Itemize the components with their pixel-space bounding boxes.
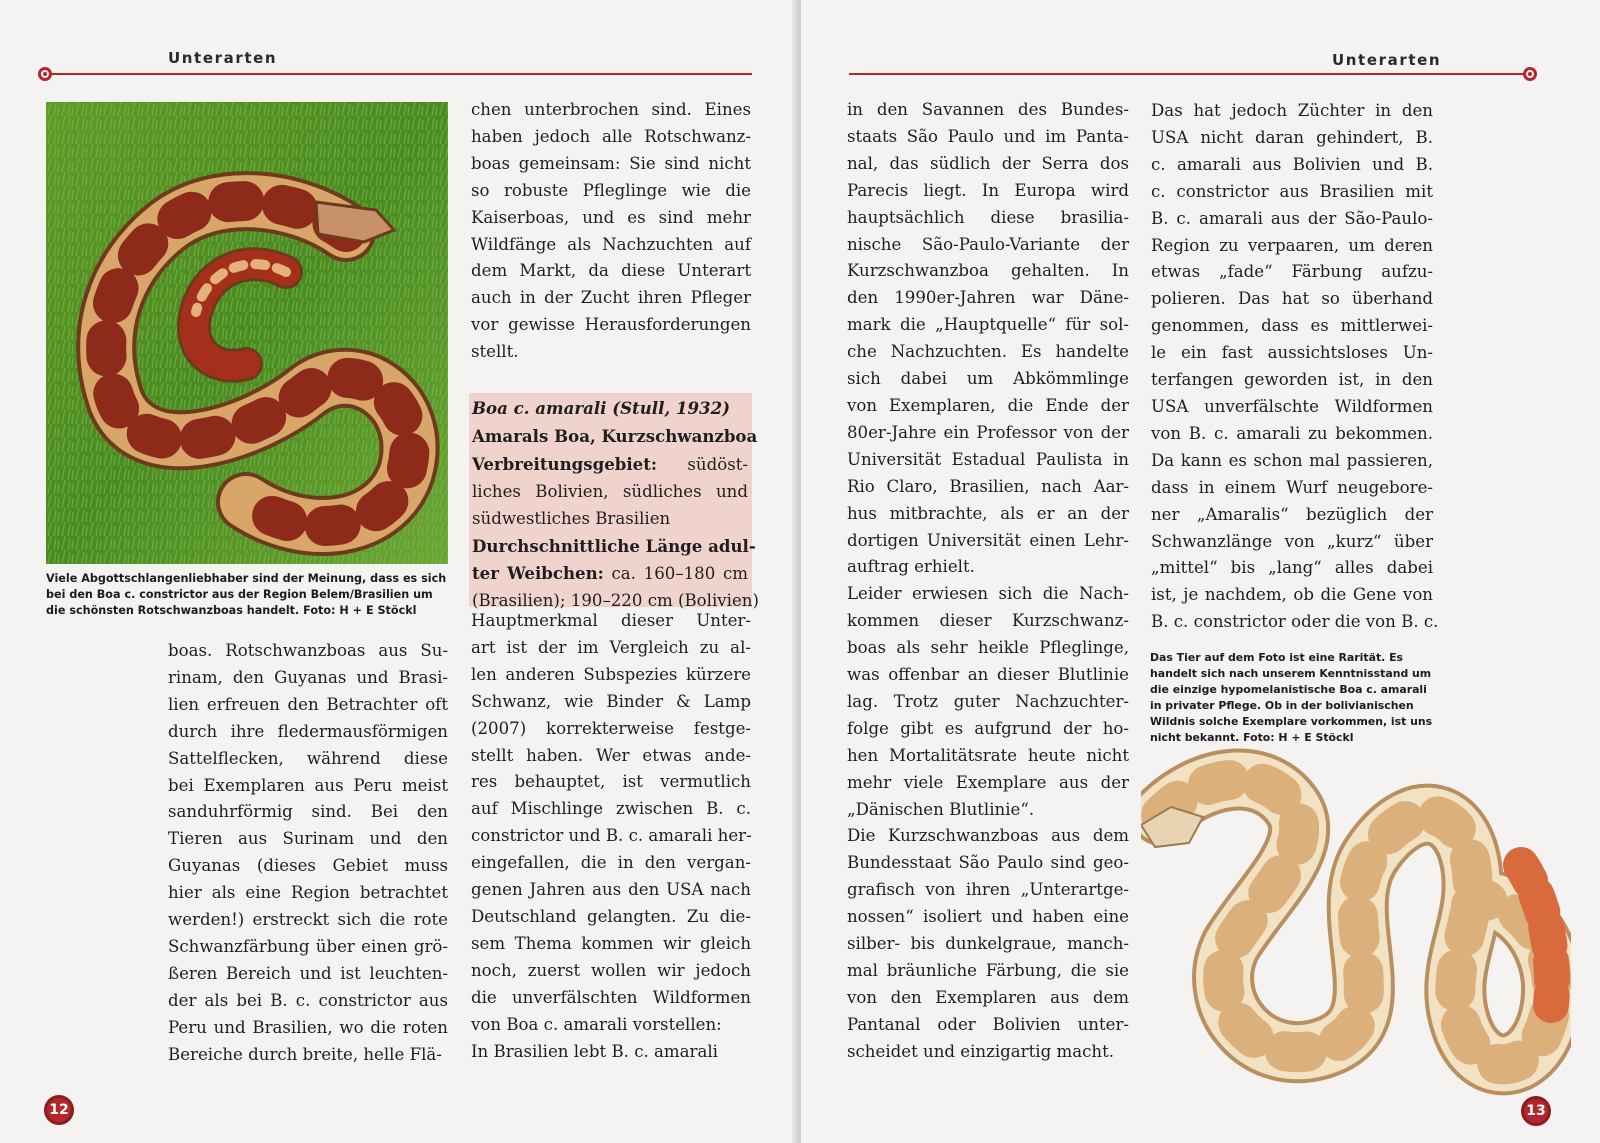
text-line: Pantanal oder Bolivien unter-	[847, 1014, 1129, 1034]
text-line: Leider erwiesen sich die Nach-	[847, 584, 1129, 604]
text-line: Kaiserboas, und es sind mehr	[471, 207, 751, 227]
right-column-2	[1151, 98, 1439, 636]
species-name: Boa c. amarali (Stull, 1932)	[472, 398, 730, 418]
species-info-text	[472, 395, 759, 615]
text-line: sem Thema kommen wir gleich	[471, 933, 751, 953]
text-line: noch, zuerst wollen wir jedoch	[471, 960, 751, 980]
length-value-line-2: (Brasilien); 190–220 cm (Bolivien)	[472, 591, 759, 611]
text-line: Die Kurzschwanzboas aus dem	[847, 826, 1129, 846]
text-line: c. constrictor aus Brasilien mit	[1151, 181, 1433, 201]
left-column-2-bottom	[471, 608, 751, 1065]
text-line: USA nicht daran gehindert, B.	[1151, 127, 1433, 147]
text-line: terfangen geworden ist, in den	[1151, 370, 1433, 390]
text-line: vor gewisse Herausforderungen	[471, 315, 751, 335]
text-line: von den Exemplaren aus dem	[847, 987, 1129, 1007]
text-line: Da kann es schon mal passieren,	[1151, 450, 1433, 470]
text-line: durch ihre fledermausförmigen	[168, 721, 448, 741]
text-line: hus mitbrachte, als er an der	[847, 503, 1129, 523]
left-page	[0, 0, 797, 1143]
text-line: genommen, dass es mittlerwei-	[1151, 316, 1433, 336]
text-line: hen Mortalitätsrate heute nicht	[847, 745, 1129, 765]
text-line: boas. Rotschwanzboas aus Su-	[168, 641, 448, 660]
text-line: nal, das südlich der Serra dos	[847, 153, 1129, 173]
text-line: In Brasilien lebt B. c. amarali	[471, 1041, 718, 1061]
text-line: grafisch von ihren „Unterartge-	[847, 880, 1129, 900]
text-line: ner „Amaralis“ bezüglich der	[1151, 504, 1433, 524]
text-line: der als bei B. c. constrictor aus	[168, 990, 448, 1010]
text-line: silber- bis dunkelgraue, manch-	[847, 934, 1129, 954]
text-line: Schwanz, wie Binder & Lamp	[471, 691, 751, 711]
text-line: (2007) korrekterweise festge-	[471, 718, 751, 738]
right-running-header: Unterarten	[1332, 51, 1442, 69]
right-column-1	[847, 97, 1129, 1066]
text-line: lag. Trotz guter Nachzuchter-	[847, 691, 1129, 711]
text-line: von Boa c. amarali vorstellen:	[471, 1014, 722, 1034]
hypomelanistic-boa-photo	[1141, 745, 1571, 1125]
species-common-names	[472, 423, 758, 451]
text-line: den 1990er-Jahren war Däne-	[847, 288, 1129, 308]
text-line: Hauptmerkmal dieser Unter-	[471, 611, 751, 630]
text-line: lien erfreuen den Betrachter oft	[168, 694, 448, 714]
left-column-2-top	[471, 97, 751, 366]
text-line: polieren. Das hat so überhand	[1151, 289, 1433, 309]
text-line: so robuste Pfleglinge wie die	[471, 180, 751, 200]
text-line: auch in der Zucht ihren Pfleger	[471, 288, 751, 308]
length-value-1: ca. 160–180 cm	[611, 564, 748, 584]
text-line: len anderen Subspezies kürzere	[471, 664, 751, 684]
text-line: res behauptet, ist vermutlich	[471, 772, 751, 792]
text-line: 80er-Jahre ein Professor von der	[847, 422, 1129, 442]
text-line: stellt haben. Wer etwas ande-	[471, 745, 751, 765]
text-line: chen unterbrochen sind. Eines	[471, 100, 751, 119]
text-line: che Nachzuchten. Es handelte	[847, 342, 1129, 362]
text-line: boas als sehr heikle Pfleglinge,	[847, 638, 1129, 658]
text-line: B. c. constrictor oder die von B. c.	[1151, 612, 1439, 632]
text-line: in den Savannen des Bundes-	[847, 100, 1129, 119]
text-line: Tieren aus Surinam und den	[168, 829, 448, 849]
text-line: Region zu verpaaren, um deren	[1151, 235, 1433, 255]
text-line: stellt.	[471, 342, 519, 362]
common-names-text: Amarals Boa, Kurzschwanzboa	[472, 425, 758, 446]
text-line: auf Mischlinge zwischen B. c.	[471, 799, 751, 819]
left-column-1	[168, 638, 448, 1069]
text-line: Parecis liegt. In Europa wird	[847, 180, 1129, 200]
text-line: hauptsächlich diese brasilia-	[847, 207, 1129, 227]
range-line-3: südwestliches Brasilien	[472, 508, 671, 528]
text-line: auftrag erhielt.	[847, 557, 975, 577]
text-line: „Dänischen Blutlinie“.	[847, 799, 1035, 819]
text-line: Rio Claro, Brasilien, nach Aar-	[847, 476, 1129, 496]
text-line: dem Markt, da diese Unterart	[471, 261, 751, 281]
text-line: c. amarali aus Bolivien und B.	[1151, 154, 1433, 174]
text-line: von B. c. amarali zu bekommen.	[1151, 423, 1433, 443]
text-line: sich dabei um Abkömmlinge	[847, 369, 1129, 389]
text-line: etwas „fade“ Färbung aufzu-	[1151, 262, 1433, 282]
text-line: Schwanzfärbung über einen grö-	[168, 936, 448, 956]
left-photo-caption	[46, 571, 448, 618]
text-line: Universität Estadual Paulista in	[847, 449, 1129, 469]
range-label: Verbreitungsgebiet:	[472, 453, 658, 474]
text-line: werden!) erstreckt sich die rote	[168, 910, 448, 930]
text-line: Deutschland gelangten. Zu die-	[471, 906, 751, 926]
text-line: Sattelflecken, während diese	[168, 748, 448, 768]
text-line: bei Exemplaren aus Peru meist	[168, 775, 448, 795]
text-line: was offenbar an dieser Blutlinie	[847, 665, 1129, 685]
page-number-right: 13	[1521, 1096, 1551, 1126]
text-line: nossen“ isoliert und haben eine	[847, 907, 1129, 927]
text-line: Guyanas (dieses Gebiet muss	[168, 856, 448, 876]
length-value-line	[472, 560, 748, 588]
text-line: rinam, den Guyanas und Brasi-	[168, 667, 448, 687]
text-line: hier als eine Region betrachtet	[168, 883, 448, 903]
text-line: Schwanzlänge von „kurz“ über	[1151, 531, 1433, 551]
right-header-rule-dot	[1523, 67, 1537, 81]
text-line: Das hat jedoch Züchter in den	[1151, 101, 1433, 120]
text-line: dortigen Universität einen Lehr-	[847, 530, 1129, 550]
left-running-header: Unterarten	[168, 49, 278, 67]
text-line: kommen dieser Kurzschwanz-	[847, 611, 1129, 631]
text-line: mark die „Hauptquelle“ für sol-	[847, 315, 1129, 335]
text-line: boas gemeinsam: Sie sind nicht	[471, 153, 751, 173]
range-line-2: liches Bolivien, südliches und	[472, 481, 748, 501]
species-name-line	[472, 395, 748, 423]
text-line: ßeren Bereich und ist leuchten-	[168, 963, 448, 983]
text-line: scheidet und einzigartig macht.	[847, 1041, 1115, 1061]
text-line: eingefallen, die in den vergan-	[471, 853, 751, 873]
left-header-rule	[50, 73, 752, 75]
text-line: nische São-Paulo-Variante der	[847, 234, 1129, 254]
text-line: genen Jahren aus den USA nach	[471, 880, 751, 900]
text-line: folge gibt es aufgrund der ho-	[847, 718, 1129, 738]
text-line: haben jedoch alle Rotschwanz-	[471, 126, 751, 146]
text-line: ist, je nachdem, ob die Gene von	[1151, 585, 1433, 605]
text-line: staats São Paulo und im Panta-	[847, 126, 1129, 146]
text-line: Peru und Brasilien, wo die roten	[168, 1017, 448, 1037]
text-line: art ist der im Vergleich zu al-	[471, 637, 751, 657]
text-line: Kurzschwanzboa gehalten. In	[847, 261, 1129, 281]
length-label-1: Durchschnittliche Länge adul-	[472, 535, 756, 556]
range-line-1	[472, 451, 748, 479]
text-line: le ein fast aussichtsloses Un-	[1151, 343, 1433, 363]
right-photo-caption-text: Das Tier auf dem Foto ist eine Rarität. Es handelt sich nach unserem Kenntnisstand um die einzige hypomelanistische Boa c. amarali in privater Pflege. Ob in der bolivianischen Wildnis solche Exemplare vorkommen, ist uns nicht bekannt. Foto: H + E Stöckl	[1150, 651, 1433, 744]
text-line: B. c. amarali aus der São-Paulo-	[1151, 208, 1433, 228]
right-header-rule	[849, 73, 1530, 75]
text-line: von Exemplaren, die Ende der	[847, 395, 1129, 415]
length-label-line	[472, 533, 756, 561]
text-line: mal bräunliche Färbung, die sie	[847, 961, 1129, 980]
text-line: Wildfänge als Nachzuchten auf	[471, 234, 751, 254]
text-line: USA unverfälschte Wildformen	[1151, 396, 1433, 416]
text-line: die unverfälschten Wildformen	[471, 987, 751, 1007]
text-line: dass in einem Wurf neugebore-	[1151, 477, 1433, 497]
text-line: Bundesstaat São Paulo sind geo-	[847, 853, 1129, 873]
right-page	[801, 0, 1600, 1143]
text-line: sanduhrförmig sind. Bei den	[168, 802, 448, 822]
left-photo-caption-text: Viele Abgottschlangenliebhaber sind der Meinung, dass es sich bei den Boa c. constrictor aus der Region Belem/Brasilien um die schönsten Rotschwanzboas handelt. Foto: H + E Stöckl	[46, 572, 447, 617]
text-line: constrictor und B. c. amarali her-	[471, 826, 752, 846]
boa-constrictor-photo	[46, 102, 448, 564]
length-label-2: ter Weibchen:	[472, 563, 604, 584]
right-photo-caption	[1150, 650, 1438, 745]
page-number-left: 12	[44, 1095, 74, 1125]
range-text-1: südöst-	[687, 454, 748, 474]
text-line: mehr viele Exemplare aus der	[847, 772, 1129, 792]
text-line: „mittel“ bis „lang“ alles dabei	[1151, 558, 1433, 578]
text-line: Bereiche durch breite, helle Flä-	[168, 1044, 442, 1064]
